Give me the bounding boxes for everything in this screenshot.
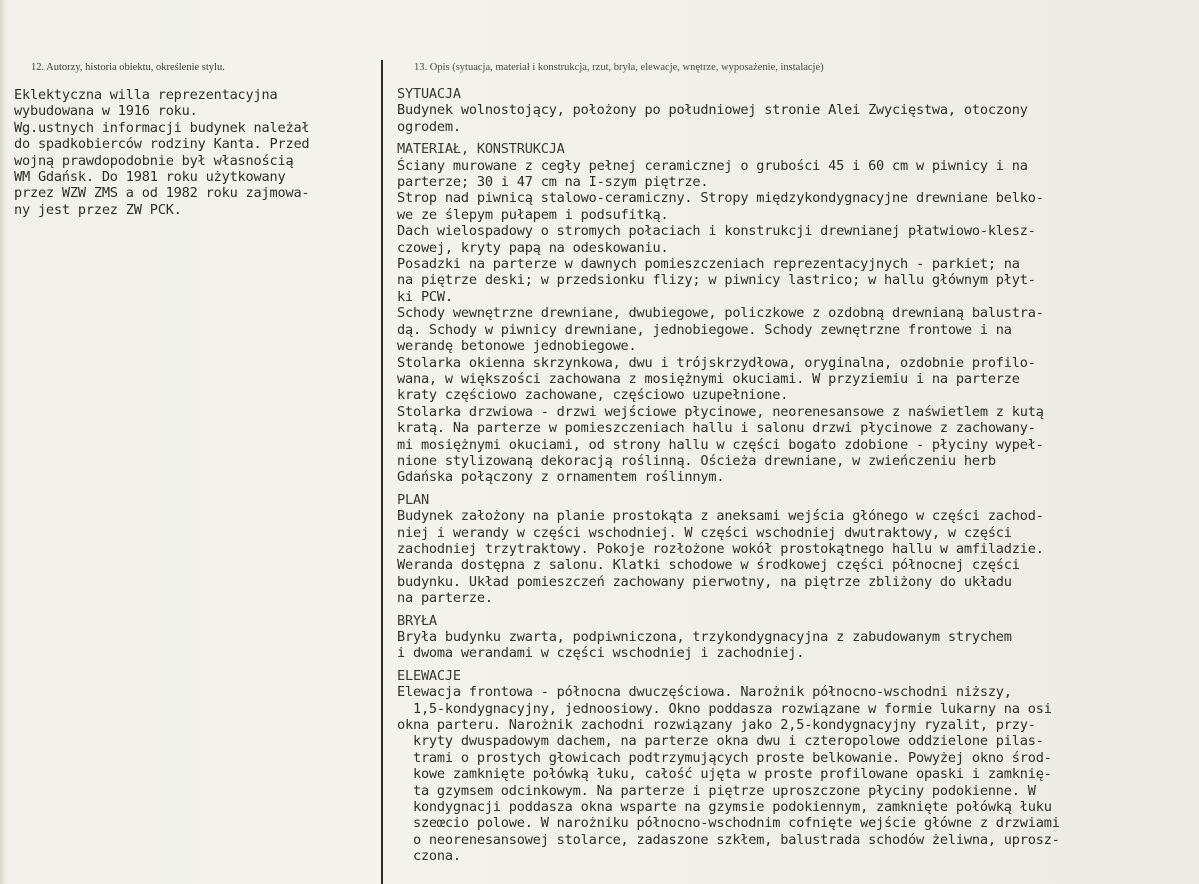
- section-material-konstrukcja: [397, 141, 1060, 486]
- section-title: BRYŁA: [397, 612, 437, 629]
- section-sytuacja: [397, 86, 1060, 135]
- field-12-header: 12. Autorzy, historia obiektu, określenie stylu.: [31, 62, 225, 73]
- section-body: Budynek założony na planie prostokąta z aneksami wejścia głónego w części zachod- niej i werandy w części wschodniej. W części wschodniej dwutraktowy, w części zachodniej trzytraktowy. Pokoje rozłożone wokół prostokątnego hallu w amfiladzie. Weranda dostępna z salonu. Klatki schodowe w środkowej części północnej części budynku. Układ pomieszczeń zachowany pierwotny, na piętrze zbliżony do układu na parterze.: [397, 508, 1044, 607]
- section-title: SYTUACJA: [397, 86, 461, 102]
- section-title: MATERIAŁ, KONSTRUKCJA: [397, 141, 565, 158]
- column-divider: [381, 60, 383, 884]
- section-plan: [397, 492, 1060, 607]
- section-elewacje: [397, 668, 1060, 865]
- section-body: Bryła budynku zwarta, podpiwniczona, trzykondygnacyjna z zabudowanym strychem i dwoma werandami w części wschodniej i zachodniej.: [397, 629, 1012, 662]
- section-body: Ściany murowane z cegły pełnej ceramicznej o grubości 45 i 60 cm w piwnicy i na parterze; 30 i 47 cm na I-szym piętrze. Strop nad piwnicą stalowo-ceramiczny. Stropy międzykondygnacyjne drewniane belko- we ze ślepym pułapem i podsufitką. Dach wielospadowy o stromych połaciach i konstrukcji drewnianej płatwiowo-klesz- czowej, kryty papą na odeskowaniu. Posadzki na parterze w dawnych pomieszczeniach reprezentacyjnych - parkiet; na na piętrze deski; w przedsionku flizy; w piwnicy lastrico; w hallu głównym płyt- ki PCW. Schody wewnętrzne drewniane, dwubiegowe, policzkowe z ozdobną drewnianą balustra- dą. Schody w piwnicy drewniane, jednobiegowe. Schody zewnętrzne frontowe i na werandę betonowe jednobiegowe. Stolarka okienna skrzynkowa, dwu i trójskrzydłowa, oryginalna, ozdobnie profilo- wana, w większości zachowana z mosiężnymi okuciami. W przyziemiu i na parterze kraty częściowo zachowane, częściowo uzupełnione. Stolarka drzwiowa - drzwi wejściowe płycinowe, neorenesansowe z naświetlem z kutą kratą. Na parterze w pomieszczeniach hallu i salonu drzwi płycinowe z zachowany- mi mosiężnymi okuciami, od strony hallu w części bogato zdobione - płyciny wypeł- nione stylizowaną dekoracją roślinną. Ościeża drewniane, w zwieńczeniu herb Gdańska połączony z ornamentem roślinnym.: [397, 157, 1044, 486]
- history-style-text: Eklektyczna willa reprezentacyjna wybudowana w 1916 roku. Wg.ustnych informacji budynek należał do spadkobierców rodziny Kanta. Przed wojną prawdopodobnie był własnością WM Gdańsk. Do 1981 roku użytkowany przez WZW ZMS a od 1982 roku zajmowa- ny jest przez ZW PCK.: [14, 87, 310, 218]
- section-title: ELEWACJE: [397, 667, 461, 684]
- section-body: Budynek wolnostojący, położony po południowej stronie Alei Zwycięstwa, otoczony ogrodem.: [397, 102, 1028, 135]
- page-edge-shadow: [0, 0, 6, 884]
- field-13-header: 13. Opis (sytuacja, materiał i konstrukcja, rzut, bryła, elewacje, wnętrze, wyposażenie, instalacje): [414, 62, 824, 73]
- section-body: Elewacja frontowa - północna dwuczęściowa. Narożnik północno-wschodni niższy, 1,5-kondygnacyjny, jednoosiowy. Okno poddasza rozwiązane w formie lukarny na osi okna parteru. Narożnik zachodni rozwiązany jako 2,5-kondygnacyjny ryzalit, przy- kryty dwuspadowym dachem, na parterze okna dwu i czteropolowe oddzielone pilas- trami o prostych głowicach podtrzymujących proste belkowanie. Powyżej okno środ- kowe zamknięte połówką łuku, całość ujęta w proste profilowane opaski i zamknię- ta gzymsem odcinkowym. Na parterze i piętrze uproszczone płyciny podokienne. W kondygnacji poddasza okna wsparte na gzymsie podokiennym, zamknięte połówką łuku szeœcio polowe. W narożniku północno-wschodnim cofnięte wejście główne z drzwiami o neorenesansowej stolarce, zadaszone szkłem, balustrada schodów żeliwna, uprosz- czona.: [397, 684, 1060, 865]
- description-column: [397, 86, 1060, 865]
- section-bryla: [397, 613, 1060, 662]
- section-title: PLAN: [397, 491, 429, 508]
